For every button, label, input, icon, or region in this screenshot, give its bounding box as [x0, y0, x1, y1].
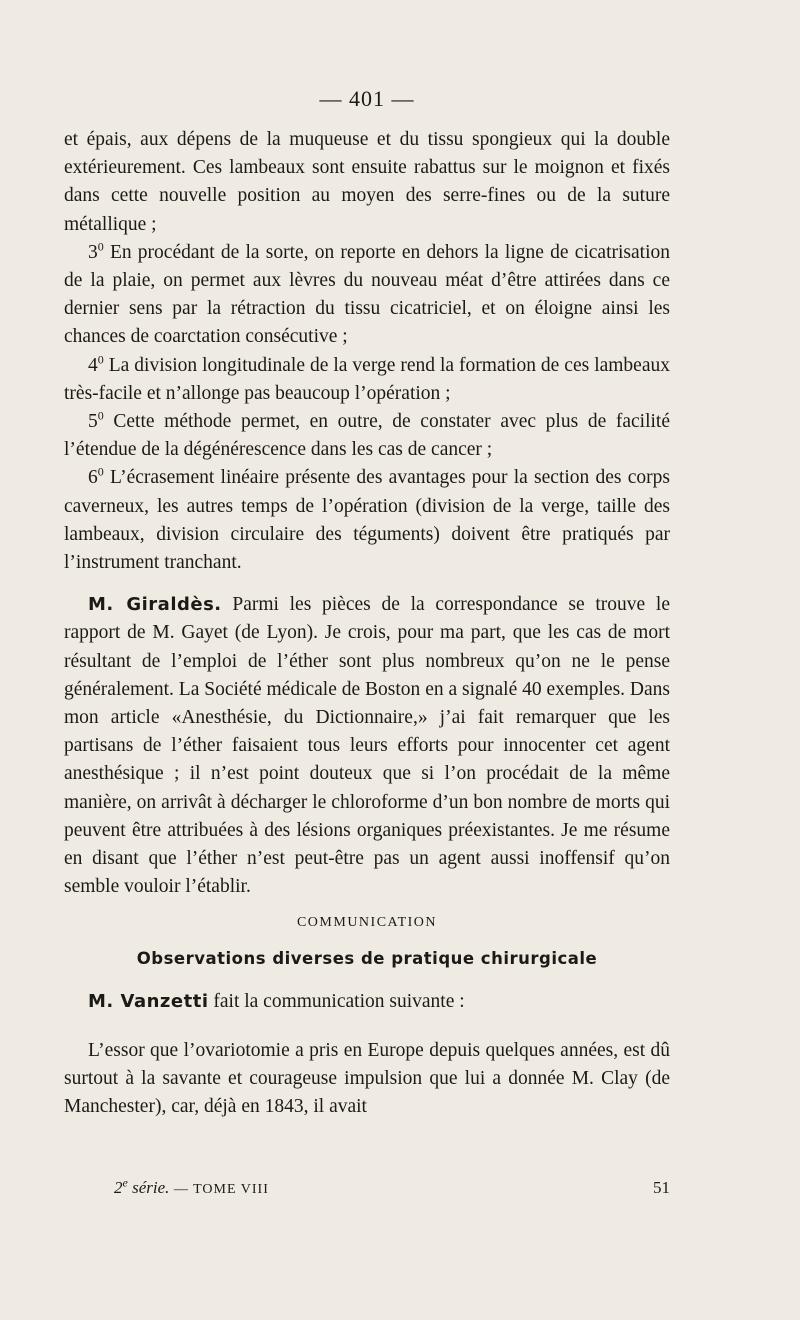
item-text: La division longitudinale de la verge rend la formation de ces lambeaux très-facile et n’allonge pas beaucoup l’opération ;: [64, 354, 670, 404]
item-number: 4: [88, 354, 98, 376]
item-text: L’écrasement linéaire présente des avantages pour la section des corps caverneux, les autres temps de l’opération (division de la verge, taille des lambeaux, division circulaire des téguments) doivent être pratiqués par l’instrument tranchant.: [64, 467, 670, 574]
speech-text: fait la communication suivante :: [208, 991, 465, 1013]
list-item-4: [64, 352, 670, 408]
list-item-6: [64, 464, 670, 577]
section-title: Observations diverses de pratique chirurgicale: [136, 949, 598, 969]
section-label: COMMUNICATION: [296, 915, 438, 931]
list-item-5: [64, 408, 670, 464]
item-number: 6: [88, 467, 98, 489]
item-superscript: 0: [97, 464, 104, 479]
spacer: [64, 577, 670, 591]
paragraph-continued: et épais, aux dépens de la muqueuse et du tissu spongieux qui la double extérieurement. Ces lambeaux sont ensuite rabattus sur le moignon et fixés dans cette nouvelle position au moyen des serre-fines ou de la suture métallique ;: [64, 129, 670, 235]
item-text: Cette méthode permet, en outre, de constater avec plus de facilité l’étendue de la dégénérescence dans les cas de cancer ;: [64, 411, 670, 461]
page-number: — 401 —: [319, 86, 415, 111]
series-superscript: e: [122, 1175, 128, 1190]
speaker-name: M. Vanzetti: [88, 991, 209, 1013]
speech-text: Parmi les pièces de la correspondance se trouve le rapport de M. Gayet (de Lyon). Je crois, pour ma part, que les cas de mort résultant de l’emploi de l’éther sont plus nombreux qu’on ne le pense généralement. La Société médicale de Boston en a signalé 40 exemples. Dans mon article «Anesthésie, du Dictionnaire,» j’ai fait remarquer que les partisans de l’éther faisaient tous leurs efforts pour innocenter cet agent anesthésique ; il n’est point douteux que si l’on procédait de la même manière, on arrivât à décharger le chloroforme d’un bon nombre de morts qui peuvent être attribuées à des lésions organiques préexistantes. Je me résume en disant que l’éther n’est peut-être pas un agent aussi inoffensif qu’on semble vouloir l’établir.: [64, 594, 670, 898]
item-superscript: 0: [97, 352, 104, 367]
paragraph-giraldes: [64, 591, 670, 901]
series-number: 2: [114, 1178, 123, 1197]
item-text: En procédant de la sorte, on reporte en dehors la ligne de cicatrisation de la plaie, on permet aux lèvres du nouveau méat d’être attirées dans ce dernier sens par la rétraction du tissu cicatriciel, et on éloigne ainsi les chances de coarctation consécutive ;: [64, 241, 670, 348]
item-number: 3: [88, 241, 98, 263]
item-number: 5: [88, 411, 98, 433]
series-word: série.: [127, 1178, 170, 1197]
item-superscript: 0: [97, 239, 104, 254]
speaker-name: M. Giraldès.: [88, 594, 222, 616]
spacer: [64, 1017, 670, 1037]
page-footer: [114, 1175, 670, 1198]
sheet-signature: 51: [653, 1178, 670, 1197]
paragraph-ovariotomie: L’essor que l’ovariotomie a pris en Europe depuis quelques années, est dû surtout à la savante et courageuse impulsion que lui a donnée M. Clay (de Manchester), car, déjà en 1843, il avait: [64, 1039, 670, 1118]
paragraph-vanzetti: [64, 988, 670, 1016]
footer-series: [114, 1175, 269, 1198]
tome-label: — TOME VIII: [169, 1182, 269, 1197]
list-item-3: [64, 239, 670, 352]
item-superscript: 0: [97, 408, 104, 423]
